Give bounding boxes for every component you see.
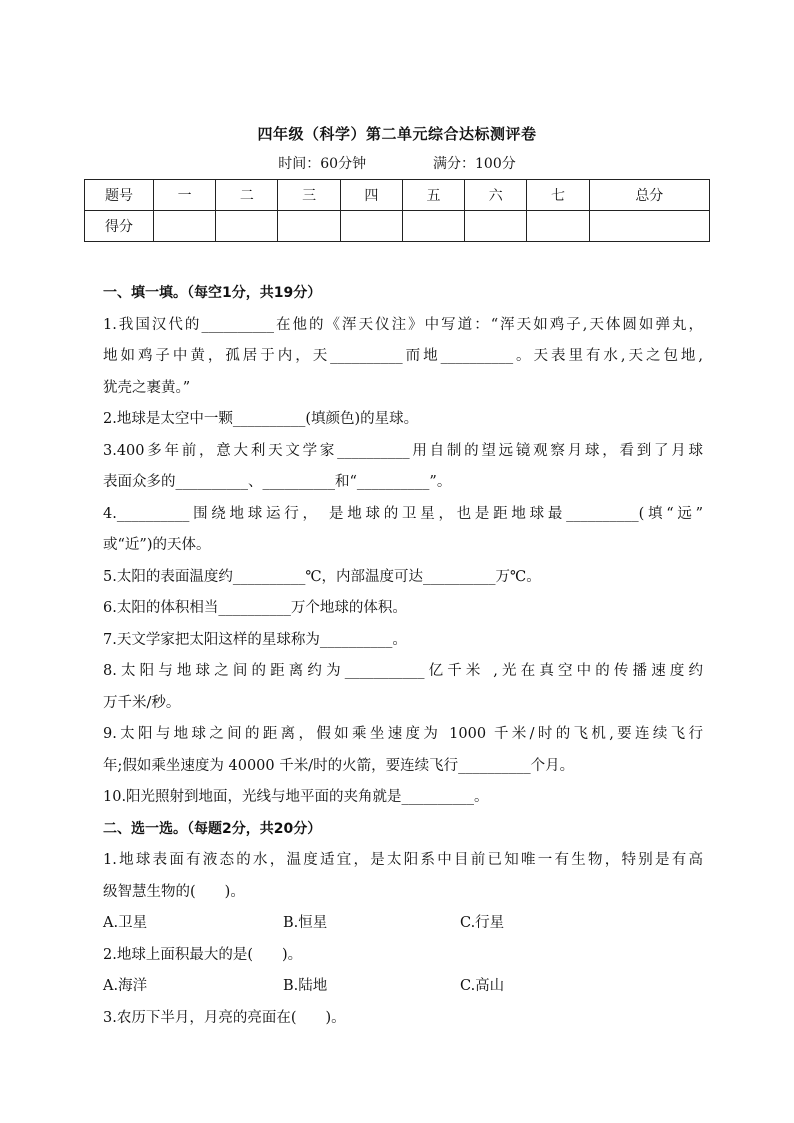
choice-option[interactable]: C.行星 — [460, 915, 505, 931]
choice-option[interactable]: C.高山 — [460, 978, 505, 994]
score-header-cell: 六 — [465, 180, 527, 211]
score-header-cell: 四 — [340, 180, 402, 211]
question-line: 1.地球表面有液态的水，温度适宜，是太阳系中目前已知唯一有生物，特别是有高 — [103, 852, 703, 868]
score-input-cell[interactable] — [589, 211, 709, 242]
question-line: 年;假如乘坐速度为 40000 千米/时的火箭，要连续飞行__________个月。 — [103, 757, 575, 774]
question-line: 级智慧生物的( )。 — [103, 883, 245, 900]
question-line: 表面众多的__________、__________和“__________”。 — [103, 474, 452, 490]
score-input-cell[interactable] — [216, 211, 278, 242]
choice-option[interactable]: A.卫星 — [103, 915, 148, 931]
score-header-cell: 三 — [278, 180, 340, 211]
score-input-cell[interactable] — [465, 211, 527, 242]
choice-options — [103, 971, 703, 1003]
score-input-cell[interactable] — [527, 211, 589, 242]
score-header-cell: 五 — [402, 180, 464, 211]
score-header-cell: 总分 — [589, 180, 709, 211]
choice-option[interactable]: B.陆地 — [283, 978, 328, 994]
score-header-cell: 题号 — [85, 180, 154, 211]
question-line: 3.400多年前，意大利天文学家__________用自制的望远镜观察月球，看到了月球 — [103, 442, 703, 459]
section-heading: 二、选一选。（每题2分，共20分） — [103, 820, 322, 837]
question-line: 犹壳之裹黄。” — [103, 379, 191, 396]
score-input-cell[interactable] — [278, 211, 340, 242]
question-body — [103, 278, 703, 1034]
question-line: 5.太阳的表面温度约__________℃，内部温度可达__________万℃。 — [103, 568, 541, 585]
question-line: 1.我国汉代的__________在他的《浑天仪注》中写道：“浑天如鸡子,天体圆如弹丸， — [103, 316, 703, 333]
question-line: 2.地球上面积最大的是( )。 — [103, 946, 303, 963]
question-line: 或“近”)的天体。 — [103, 537, 211, 553]
score-input-cell[interactable] — [154, 211, 216, 242]
question-line: 2.地球是太空中一颗__________(填颜色)的星球。 — [103, 411, 419, 427]
page-title: 四年级（科学）第二单元综合达标测评卷 — [257, 125, 537, 143]
question-line: 地如鸡子中黄，孤居于内，天__________而地__________。天表里有水,天之包地, — [103, 348, 703, 364]
question-line: 7.天文学家把太阳这样的星球称为__________。 — [103, 631, 407, 648]
score-table-header-row — [85, 180, 710, 211]
score-row-label: 得分 — [85, 211, 154, 242]
score-header-cell: 二 — [216, 180, 278, 211]
question-line: 4.__________围绕地球运行， 是地球的卫星，也是距地球最__________(填“远” — [103, 505, 703, 522]
score-header-cell: 一 — [154, 180, 216, 211]
score-input-cell[interactable] — [402, 211, 464, 242]
choice-option[interactable]: B.恒星 — [283, 915, 328, 931]
section-heading: 一、填一填。（每空1分，共19分） — [103, 285, 322, 301]
choice-options — [103, 908, 703, 940]
question-line: 10.阳光照射到地面，光线与地平面的夹角就是__________。 — [103, 789, 489, 805]
full-score: 满分：100分 — [433, 156, 516, 172]
question-line: 万千米/秒。 — [103, 694, 181, 711]
choice-option[interactable]: A.海洋 — [103, 978, 148, 994]
score-header-cell: 七 — [527, 180, 589, 211]
time-limit: 时间：60分钟 — [278, 156, 367, 172]
score-input-cell[interactable] — [340, 211, 402, 242]
question-line: 3.农历下半月，月亮的亮面在( )。 — [103, 1009, 346, 1026]
question-line: 9.太阳与地球之间的距离，假如乘坐速度为 1000 千米/时的飞机,要连续飞行 — [103, 726, 703, 742]
exam-meta — [0, 153, 794, 173]
question-line: 6.太阳的体积相当__________万个地球的体积。 — [103, 600, 407, 616]
score-table-score-row — [85, 211, 710, 242]
question-line: 8.太阳与地球之间的距离约为___________亿千米 ,光在真空中的传播速度约 — [103, 663, 703, 679]
score-table — [84, 179, 710, 242]
